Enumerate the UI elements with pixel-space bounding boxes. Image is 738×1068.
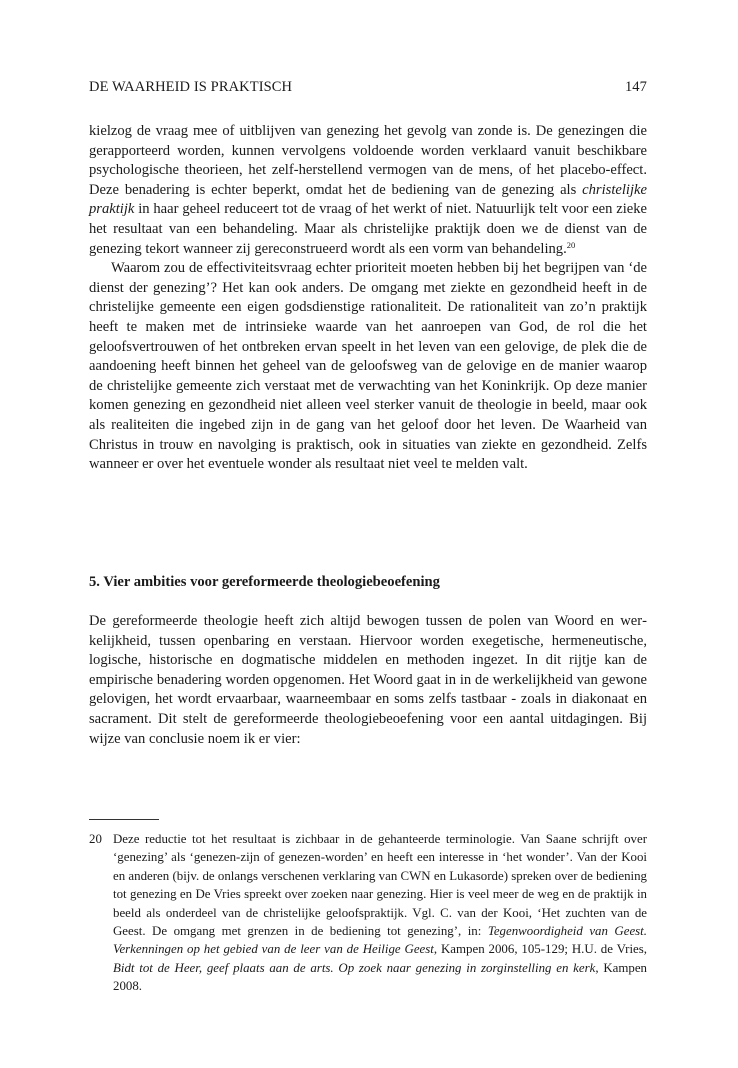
running-head xyxy=(89,79,647,99)
footnote-reference[interactable]: 20 xyxy=(566,239,576,250)
section-heading: 5. Vier ambities voor gereformeerde theologiebeoefening xyxy=(89,574,440,590)
page-number: 147 xyxy=(624,79,647,95)
section-paragraph: De gereformeerde theologie heeft zich altijd bewogen tussen de polen van Woord en werkelijkheid, tussen openbaring en verstaan. Hiervoor worden exegetische, hermeneutische, logische, historische en dogmatische middelen en methoden ingezet. In dit rijtje kan de empirische benadering worden opgenomen. Het Woord gaat in in de werkelijkheid van gewone gelovigen, het wordt ervaarbaar, waarneembaar en soms zelfs tastbaar - zoals in diakonaat en sacrament. Dit stelt de gereformeerde theologiebeoefening voor een aantal uitdagingen. Bij wijze van conclusie noem ik er vier: xyxy=(89,613,647,747)
paragraph-2: Waarom zou de effectiviteitsvraag echter prioriteit moeten hebben bij het begrijpen van ‘de dienst der genezing’? Het kan ook anders. De omgang met ziekte en gezondheid heeft in de christelijke gemeente een eigen godsdienstige rationaliteit. De rationaliteit van zo’n praktijk heeft te maken met de intrinsieke waarde van het aanroepen van God, de rol die het geloofsvertrouwen of het ontbreken ervan speelt in het leven van een gelovige, de plek die de aandoening heeft binnen het geheel van de geloofsweg van de gelovige en de manier waarop de christelijke gemeente zich verstaat met de verwachting van het Koninkrijk. Op deze manier komen genezing en gezondheid niet alleen veel sterker vanuit de theologie in beeld, maar ook als realiteiten die ingebed zijn in de gang van het geloof door het leven. De Waarheid van Christus in trouw en navolging is praktisch, ook in situaties van ziekte en gezondheid. Zelfs wanneer er over het eventuele wonder als resultaat niet veel te melden valt. xyxy=(89,260,647,473)
paragraph-1 xyxy=(89,122,647,259)
paragraph-1-text-a: kielzog de vraag mee of uitblijven van genezing het gevolg van zonde is. De genezingen die gerapporteerd worden, kunnen vervolgens voldoende worden verklaard vanuit beschikbare psychologische theorieen, het zelf-herstellend vermogen van de mens, of het placebo-effect. Deze benadering is echter beperkt, omdat het de bediening van de genezing als xyxy=(89,123,647,198)
footnote-text-a: Deze reductie tot het resultaat is zichbaar in de gehanteerde terminologie. Van Saane schrijft over ‘genezing’ als ‘genezen-zijn of genezen-worden’ en heeft een interesse in ‘het wonder’. Van der Kooi en anderen (bijv. de onlangs verschenen verklaring van CWN en Lukasorde) spreken over de bediening tot genezing en De Vries spreekt over zoeken naar genezing. Hier is veel meer de weg en de praktijk in beeld als onderdeel van de christelijke geloofspraktijk. Vgl. C. van der Kooi, ‘Het zuchten van de Geest. De omgang met grenzen in de bediening tot genezing’, in: xyxy=(113,832,647,939)
footnote-title-2: Bidt tot de Heer, geef plaats aan de arts. Op zoek naar genezing in zorginstelling en kerk xyxy=(113,960,596,975)
body-text xyxy=(89,122,647,475)
running-title: DE WAARHEID IS PRAKTISCH xyxy=(89,79,293,95)
paragraph-1-emphasis: christelijke praktijk xyxy=(89,181,647,218)
footnote-body xyxy=(113,830,647,996)
paragraph-1-text-b: in haar geheel reduceert tot de vraag of het werkt of niet. Natuurlijk telt voor een zieke het resultaat van een behandeling. Maar als christelijke praktijk doen we de dienst van de genezing tekort wanneer zij gereconstrueerd wordt als een vorm van behandeling. xyxy=(89,201,647,257)
footnote-number: 20 xyxy=(89,832,102,846)
section-body xyxy=(89,612,647,749)
footnote xyxy=(89,830,647,996)
footnote-title-1: Tegenwoordigheid van Geest. Verkenningen op het gebied van de leer van de Heilige Geest xyxy=(113,924,647,957)
footnote-text-c: , Kampen 2008. xyxy=(113,960,647,994)
footnote-text-b: , Kampen 2006, 105-129; H.U. de Vries, xyxy=(433,942,647,957)
footnote-divider xyxy=(89,819,159,820)
